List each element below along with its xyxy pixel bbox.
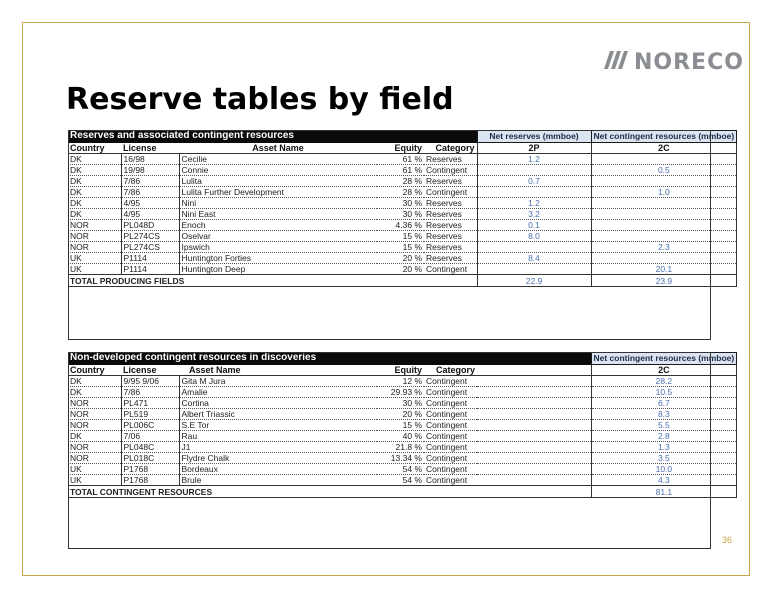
table-row — [68, 231, 737, 242]
col-group-net-contingent: Net contingent resources (mmboe) — [591, 131, 737, 143]
cell-license: 16/98 — [121, 154, 179, 165]
cell-2p: 1.2 — [477, 198, 591, 209]
table-row — [68, 165, 737, 176]
cell-country: NOR — [68, 220, 121, 231]
col-header-asset-name: Asset Name — [179, 365, 377, 376]
cell-2c: 6.7 — [591, 398, 737, 409]
cell-category: Contingent — [424, 165, 477, 176]
table-row — [68, 475, 737, 486]
cell-2c — [591, 231, 737, 242]
col-header-license: License — [121, 143, 179, 154]
total-2c: 81.1 — [591, 486, 737, 498]
cell-2p: 0.7 — [477, 176, 591, 187]
cell-country: NOR — [68, 242, 121, 253]
table-row — [68, 176, 737, 187]
cell-equity: 54 % — [377, 475, 424, 486]
cell-2c: 20.1 — [591, 264, 737, 275]
cell-equity: 15 % — [377, 242, 424, 253]
cell-license: P1768 — [121, 464, 179, 475]
cell-equity: 20 % — [377, 409, 424, 420]
cell-2c — [591, 253, 737, 264]
table-row — [68, 464, 737, 475]
cell-2c: 28.2 — [591, 376, 737, 387]
cell-country: NOR — [68, 453, 121, 464]
cell-asset: Flydre Chalk — [179, 453, 377, 464]
cell-license: 7/06 — [121, 431, 179, 442]
total-row — [68, 275, 737, 287]
cell-category: Contingent — [424, 398, 477, 409]
cell-2c: 4.3 — [591, 475, 737, 486]
table-row — [68, 442, 737, 453]
cell-equity: 30 % — [377, 198, 424, 209]
cell-asset: J1 — [179, 442, 377, 453]
company-logo — [604, 50, 744, 75]
cell-license: 7/86 — [121, 387, 179, 398]
col-header-2c: 2C — [591, 143, 737, 154]
cell-category: Contingent — [424, 431, 477, 442]
cell-equity: 13.34 % — [377, 453, 424, 464]
cell-category: Reserves — [424, 209, 477, 220]
cell-equity: 61 % — [377, 165, 424, 176]
cell-category: Contingent — [424, 264, 477, 275]
cell-category: Contingent — [424, 376, 477, 387]
cell-2c: 10.5 — [591, 387, 737, 398]
cell-country: NOR — [68, 409, 121, 420]
cell-empty — [477, 398, 591, 409]
cell-equity: 61 % — [377, 154, 424, 165]
cell-category: Contingent — [424, 442, 477, 453]
cell-empty — [477, 387, 591, 398]
page-title: Reserve tables by field — [66, 82, 454, 117]
cell-license: 19/98 — [121, 165, 179, 176]
cell-country: UK — [68, 264, 121, 275]
cell-category: Contingent — [424, 475, 477, 486]
cell-asset: Lulita — [179, 176, 377, 187]
col-header-country: Country — [68, 143, 121, 154]
cell-asset: Huntington Deep — [179, 264, 377, 275]
cell-empty — [477, 475, 591, 486]
cell-country: UK — [68, 475, 121, 486]
cell-country: UK — [68, 253, 121, 264]
cell-equity: 29.93 % — [377, 387, 424, 398]
col-header-equity: Equity — [377, 143, 424, 154]
cell-equity: 28 % — [377, 176, 424, 187]
cell-empty — [477, 376, 591, 387]
cell-2c: 1.3 — [591, 442, 737, 453]
cell-category: Reserves — [424, 176, 477, 187]
cell-asset: Albert Triassic — [179, 409, 377, 420]
cell-country: DK — [68, 165, 121, 176]
reserves-table — [68, 130, 737, 287]
cell-empty — [477, 420, 591, 431]
table-row — [68, 387, 737, 398]
cell-asset: Amalie — [179, 387, 377, 398]
cell-category: Contingent — [424, 187, 477, 198]
cell-equity: 40 % — [377, 431, 424, 442]
cell-empty — [477, 453, 591, 464]
col-header-country: Country — [68, 365, 121, 376]
cell-2c: 8.3 — [591, 409, 737, 420]
col-header-asset-name: Asset Name — [179, 143, 377, 154]
total-2c: 23.9 — [591, 275, 737, 287]
cell-country: DK — [68, 387, 121, 398]
cell-equity: 15 % — [377, 231, 424, 242]
cell-equity: 4.36 % — [377, 220, 424, 231]
cell-asset: Rau — [179, 431, 377, 442]
cell-2c: 3.5 — [591, 453, 737, 464]
cell-2p — [477, 264, 591, 275]
cell-country: NOR — [68, 420, 121, 431]
table-row — [68, 376, 737, 387]
cell-equity: 30 % — [377, 209, 424, 220]
cell-country: DK — [68, 431, 121, 442]
cell-category: Reserves — [424, 154, 477, 165]
cell-category: Reserves — [424, 242, 477, 253]
cell-license: PL274CS — [121, 242, 179, 253]
cell-category: Contingent — [424, 464, 477, 475]
cell-asset: Cecilie — [179, 154, 377, 165]
cell-country: NOR — [68, 398, 121, 409]
diagonal-stripes-icon — [604, 51, 628, 74]
cell-license: 9/95 9/06 — [121, 376, 179, 387]
table1-heading: Reserves and associated contingent resources — [68, 131, 477, 143]
cell-empty — [477, 464, 591, 475]
cell-country: DK — [68, 209, 121, 220]
table-row — [68, 453, 737, 464]
cell-2c: 1.0 — [591, 187, 737, 198]
contingent-resources-table — [68, 352, 737, 498]
col-header-category: Category — [424, 365, 477, 376]
cell-2p — [477, 165, 591, 176]
cell-2p: 0.1 — [477, 220, 591, 231]
table-row — [68, 431, 737, 442]
cell-empty — [477, 431, 591, 442]
cell-asset: Brule — [179, 475, 377, 486]
table-row — [68, 420, 737, 431]
cell-asset: Nini East — [179, 209, 377, 220]
cell-2c — [591, 154, 737, 165]
cell-license: 7/86 — [121, 176, 179, 187]
cell-country: NOR — [68, 442, 121, 453]
col-header-equity: Equity — [377, 365, 424, 376]
cell-equity: 20 % — [377, 253, 424, 264]
table-row — [68, 409, 737, 420]
cell-empty — [477, 409, 591, 420]
cell-2c: 5.5 — [591, 420, 737, 431]
cell-country: DK — [68, 187, 121, 198]
cell-country: DK — [68, 154, 121, 165]
col-header-spacer — [477, 365, 591, 376]
cell-license: PL274CS — [121, 231, 179, 242]
cell-license: 7/86 — [121, 187, 179, 198]
cell-license: PL471 — [121, 398, 179, 409]
cell-category: Reserves — [424, 220, 477, 231]
cell-2c: 2.3 — [591, 242, 737, 253]
cell-license: PL048C — [121, 442, 179, 453]
cell-equity: 54 % — [377, 464, 424, 475]
table-row — [68, 220, 737, 231]
cell-2c: 0.5 — [591, 165, 737, 176]
total-label: TOTAL CONTINGENT RESOURCES — [68, 486, 591, 498]
table-row — [68, 154, 737, 165]
cell-equity: 20 % — [377, 264, 424, 275]
col-header-license: License — [121, 365, 179, 376]
cell-license: 4/95 — [121, 209, 179, 220]
cell-license: P1114 — [121, 253, 179, 264]
cell-country: DK — [68, 376, 121, 387]
cell-asset: Huntington Forties — [179, 253, 377, 264]
cell-equity: 28 % — [377, 187, 424, 198]
col-header-2c: 2C — [591, 365, 737, 376]
logo-text: NORECO — [634, 50, 744, 75]
cell-2c — [591, 176, 737, 187]
cell-2c — [591, 220, 737, 231]
page-number: 36 — [722, 535, 733, 545]
cell-category: Reserves — [424, 253, 477, 264]
cell-asset: Lulita Further Development — [179, 187, 377, 198]
total-label: TOTAL PRODUCING FIELDS — [68, 275, 477, 287]
cell-2p: 8.4 — [477, 253, 591, 264]
table-row — [68, 209, 737, 220]
cell-license: PL006C — [121, 420, 179, 431]
cell-2p: 1.2 — [477, 154, 591, 165]
cell-country: UK — [68, 464, 121, 475]
cell-category: Contingent — [424, 387, 477, 398]
cell-asset: Cortina — [179, 398, 377, 409]
col-group-net-contingent: Net contingent resources (mmboe) — [591, 353, 737, 365]
col-header-2p: 2P — [477, 143, 591, 154]
cell-license: 4/95 — [121, 198, 179, 209]
cell-asset: Enoch — [179, 220, 377, 231]
cell-category: Reserves — [424, 231, 477, 242]
cell-category: Contingent — [424, 409, 477, 420]
cell-2c: 2.8 — [591, 431, 737, 442]
cell-2p — [477, 242, 591, 253]
table-row — [68, 398, 737, 409]
total-row — [68, 486, 737, 498]
cell-country: NOR — [68, 231, 121, 242]
cell-license: P1114 — [121, 264, 179, 275]
cell-country: DK — [68, 176, 121, 187]
cell-license: PL048D — [121, 220, 179, 231]
table-row — [68, 242, 737, 253]
table-row — [68, 187, 737, 198]
cell-equity: 21.8 % — [377, 442, 424, 453]
cell-license: P1768 — [121, 475, 179, 486]
cell-category: Contingent — [424, 420, 477, 431]
table-row — [68, 253, 737, 264]
cell-2c — [591, 198, 737, 209]
cell-asset: Ipswich — [179, 242, 377, 253]
cell-asset: Connie — [179, 165, 377, 176]
total-2p: 22.9 — [477, 275, 591, 287]
col-header-category: Category — [424, 143, 477, 154]
cell-license: PL519 — [121, 409, 179, 420]
table-row — [68, 264, 737, 275]
cell-equity: 15 % — [377, 420, 424, 431]
cell-2c — [591, 209, 737, 220]
cell-asset: Oselvar — [179, 231, 377, 242]
cell-equity: 30 % — [377, 398, 424, 409]
cell-asset: S.E Tor — [179, 420, 377, 431]
cell-country: DK — [68, 198, 121, 209]
cell-category: Reserves — [424, 198, 477, 209]
cell-asset: Gita M Jura — [179, 376, 377, 387]
table2-heading: Non-developed contingent resources in discoveries — [68, 353, 591, 365]
cell-license: PL018C — [121, 453, 179, 464]
cell-2p — [477, 187, 591, 198]
cell-2p: 3.2 — [477, 209, 591, 220]
cell-empty — [477, 442, 591, 453]
cell-equity: 12 % — [377, 376, 424, 387]
cell-2p: 8.0 — [477, 231, 591, 242]
cell-2c: 10.0 — [591, 464, 737, 475]
table-row — [68, 198, 737, 209]
cell-asset: Nini — [179, 198, 377, 209]
col-group-net-reserves: Net reserves (mmboe) — [477, 131, 591, 143]
cell-category: Contingent — [424, 453, 477, 464]
cell-asset: Bordeaux — [179, 464, 377, 475]
